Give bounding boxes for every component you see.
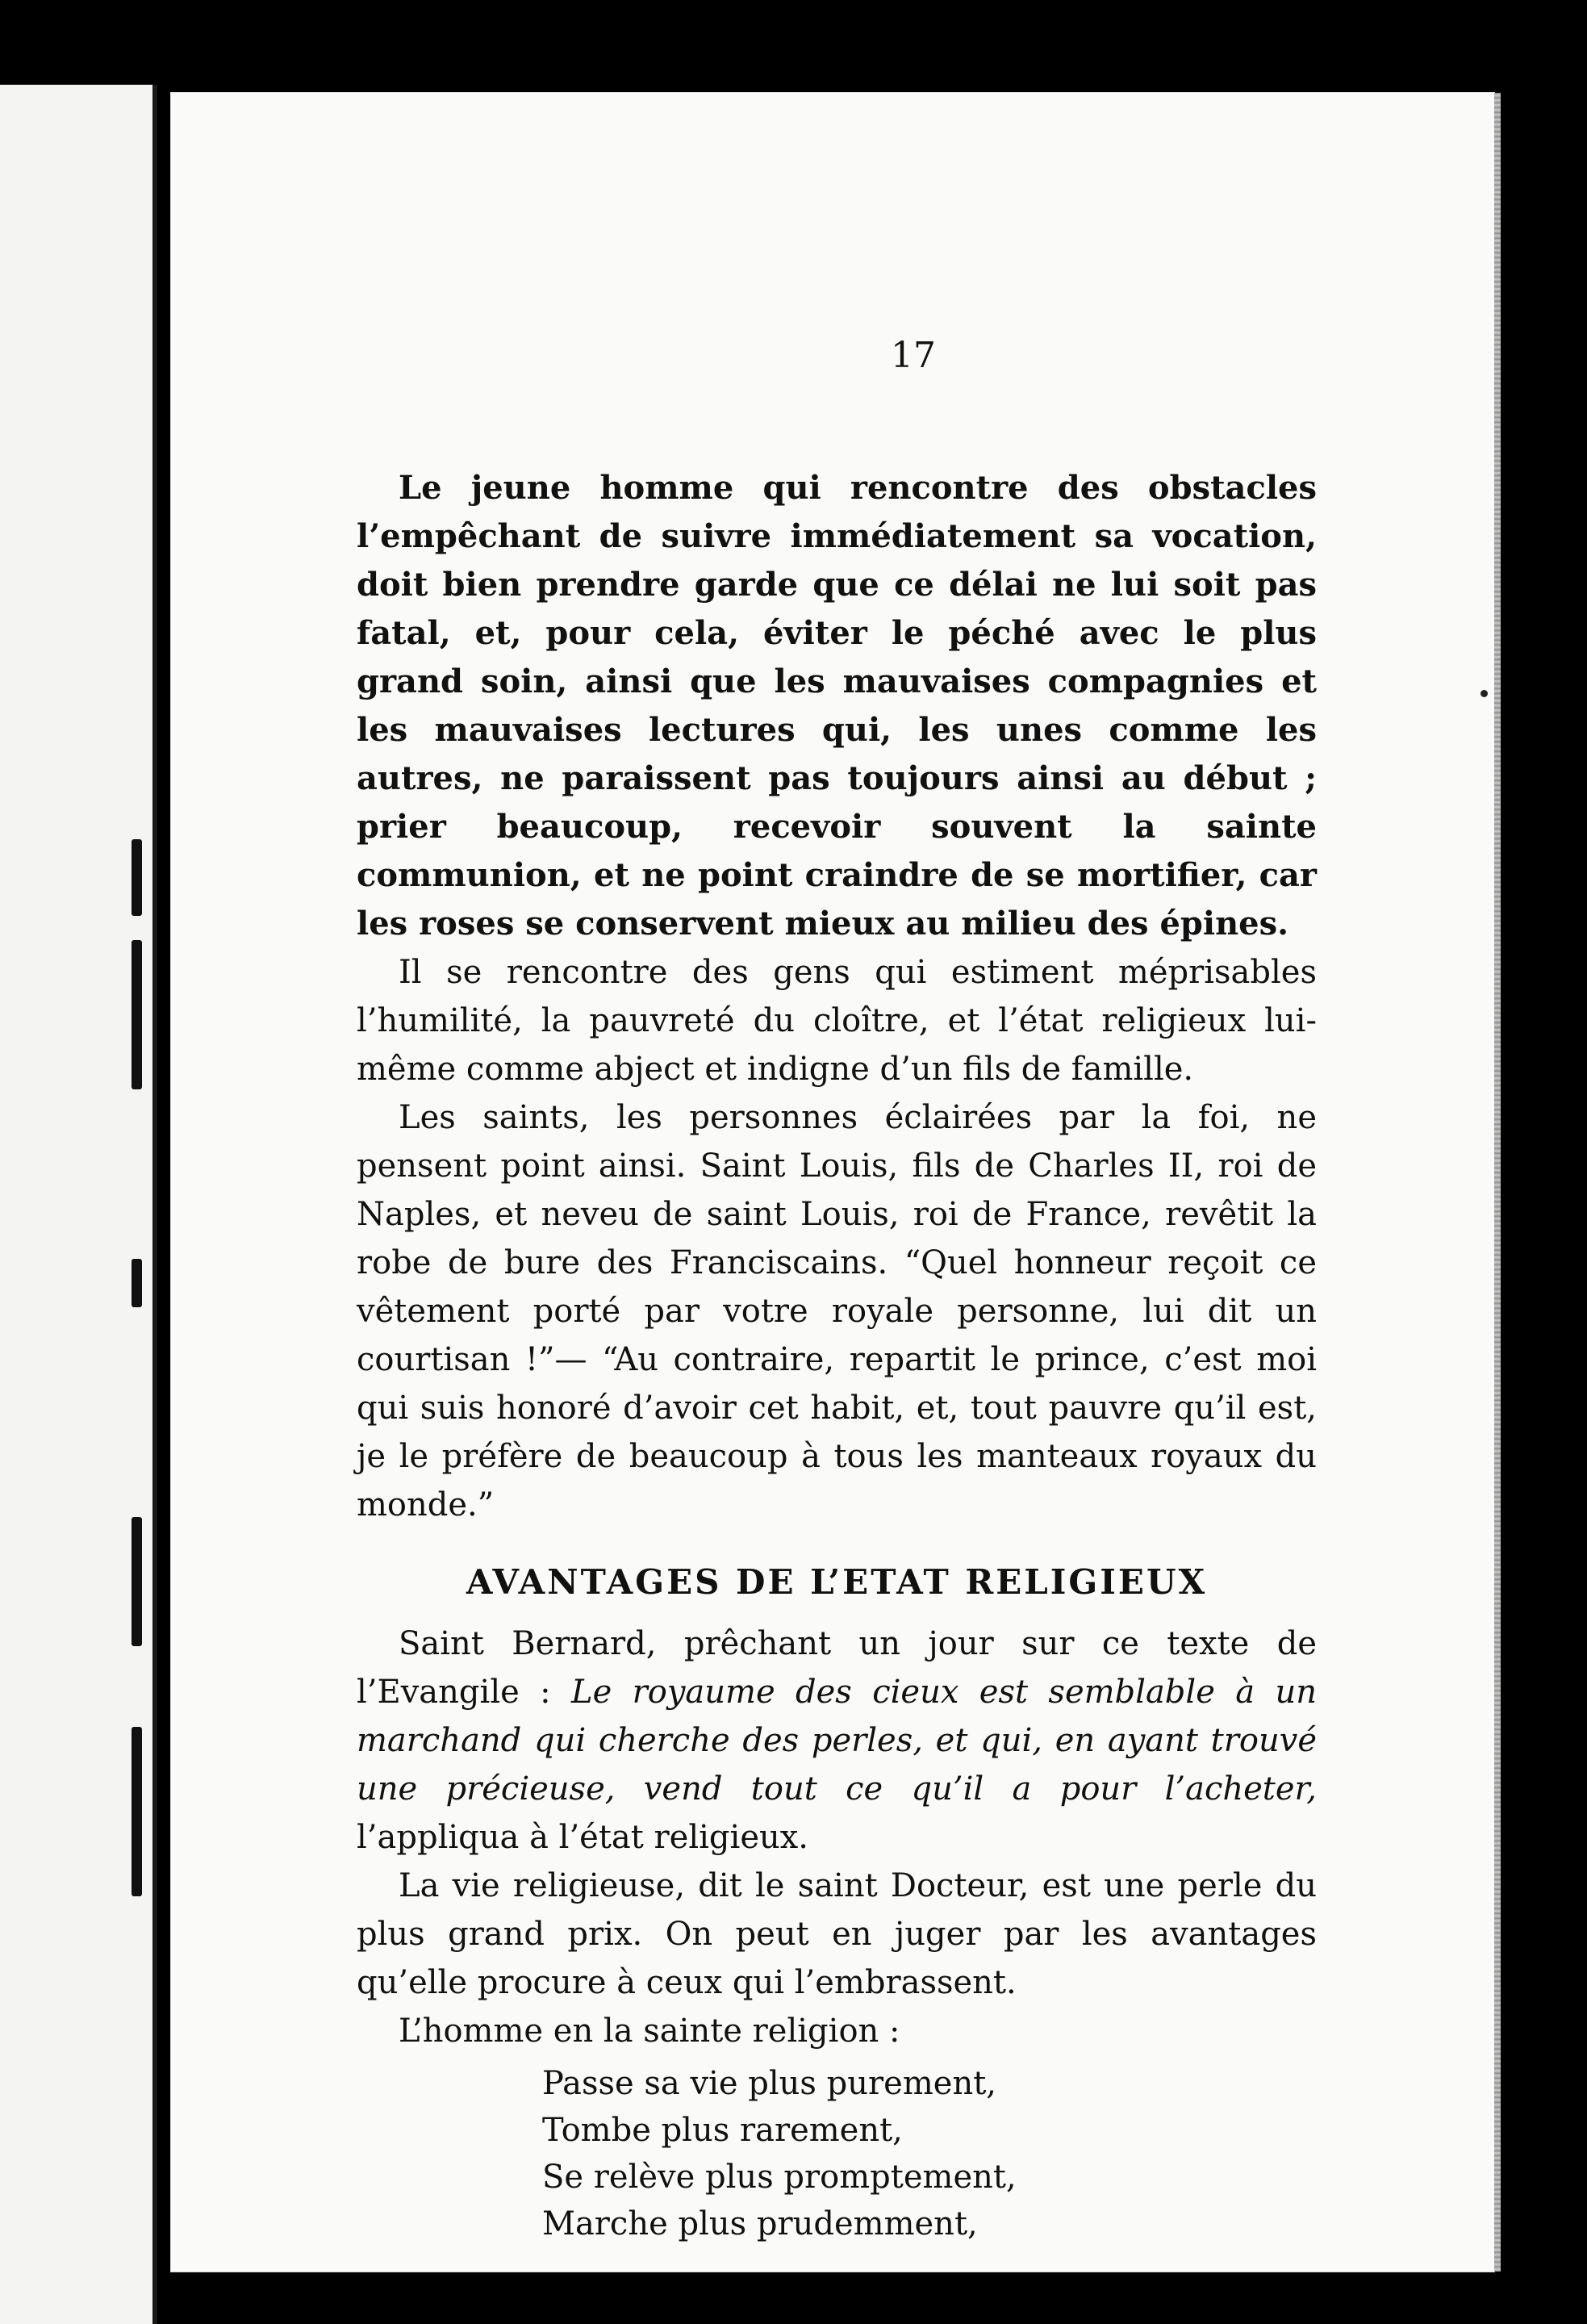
- paragraph-text: l’appliqua à l’état religieux.: [357, 1819, 809, 1856]
- page-right-edge: [1494, 93, 1501, 2272]
- left-page-strip: [0, 85, 157, 2324]
- page-number: 17: [891, 335, 936, 376]
- paragraph: [357, 1620, 1317, 1862]
- paragraph: Les saints, les personnes éclairées par la foi, ne pensent point ainsi. Saint Louis, fils de Charles II, roi de Naples, et neveu de saint Louis, roi de France, revêtit la robe de bure des Franciscains. “Quel honneur reçoit ce vêtement porté par votre royale personne, lui dit un courtisan !”— “Au contraire, repartit le prince, c’est moi qui suis honoré d’avoir cet habit, et, tout pauvre qu’il est, je le préfère de beaucoup à tous les manteaux royaux du monde.”: [357, 1099, 1317, 1524]
- verse-line: Tombe plus rarement,: [542, 2112, 903, 2149]
- gospel-quote: Le royaume des cieux est semblable à un marchand qui cherche des perles, et qui, en ayant trouvé une précieuse, vend tout ce qu’il a pour l’acheter,: [357, 1674, 1317, 1808]
- binding-mark: [132, 839, 142, 916]
- page-body: [357, 464, 1317, 2247]
- binding-mark: [132, 1259, 142, 1307]
- verse-line: Se relève plus promptement,: [542, 2159, 1017, 2196]
- book-page: [171, 93, 1494, 2272]
- binding-mark: [132, 940, 142, 1089]
- paragraph-text: Saint Bernard, prêchant un jour sur ce texte de l’Evangile :: [357, 1625, 1317, 1711]
- section-heading: AVANTAGES DE L’ETAT RELIGIEUX: [466, 1562, 1208, 1602]
- paragraph: La vie religieuse, dit le saint Docteur, est une perle du plus grand prix. On peut en juger par les avantages qu’elle procure à ceux qui l’embrassent.: [357, 1867, 1317, 2001]
- binding-mark: [132, 1727, 142, 1896]
- verse-list: [357, 2060, 1317, 2247]
- paragraph: Il se rencontre des gens qui estiment méprisables l’humilité, la pauvreté du cloître, et l’état religieux lui-même comme abject et indigne d’un fils de famille.: [357, 954, 1317, 1088]
- binding-mark: [132, 1517, 142, 1646]
- left-page-edge: [152, 85, 157, 2324]
- verse-line: Marche plus prudemment,: [542, 2205, 978, 2242]
- paragraph: Le jeune homme qui rencontre des obstacles l’empêchant de suivre immédiatement sa vocation, doit bien prendre garde que ce délai ne lui soit pas fatal, et, pour cela, éviter le péché avec le plus grand soin, ainsi que les mauvaises compagnies et les mauvaises lectures qui, les unes comme les autres, ne paraissent pas toujours ainsi au début ; prier beaucoup, recevoir souvent la sainte communion, et ne point craindre de se mortifier, car les roses se conservent mieux au milieu des épines.: [357, 469, 1317, 943]
- paragraph: L’homme en la sainte religion :: [399, 2013, 900, 2050]
- verse-line: Passe sa vie plus purement,: [542, 2065, 996, 2102]
- speck: [1481, 690, 1488, 697]
